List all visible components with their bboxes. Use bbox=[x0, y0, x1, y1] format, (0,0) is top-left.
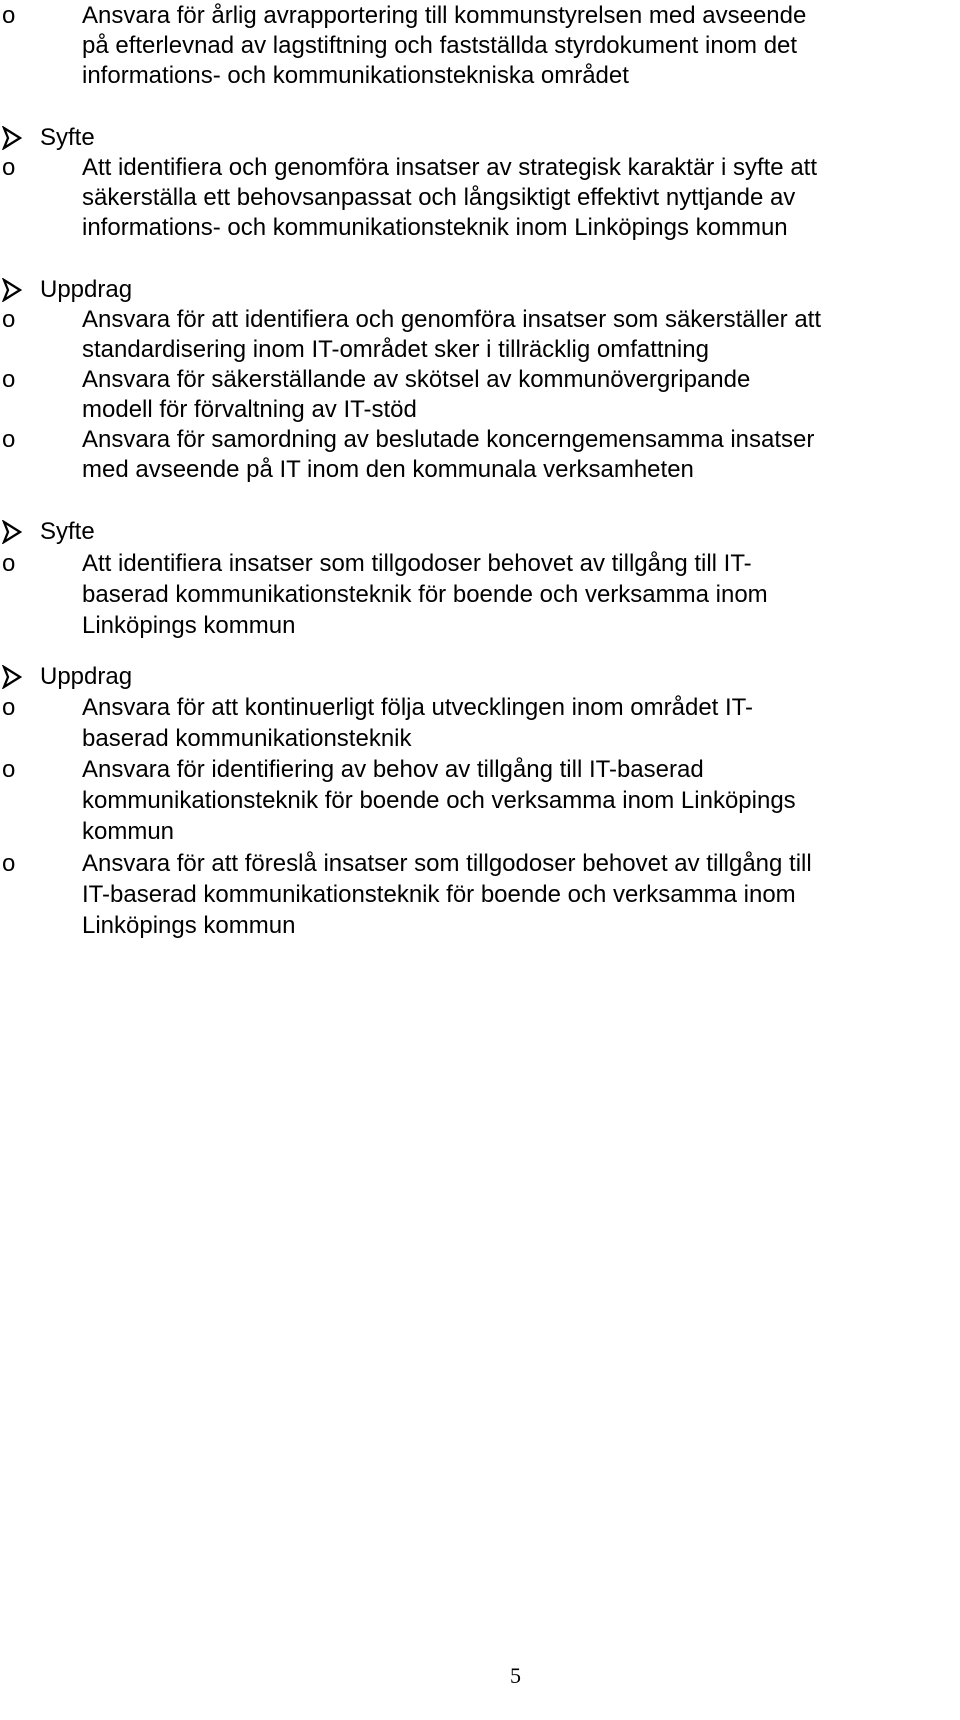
list-item-text: baserad kommunikationsteknik bbox=[82, 725, 412, 752]
list-bullet: o bbox=[2, 850, 16, 877]
arrowhead-bullet-icon bbox=[2, 126, 22, 150]
arrowhead-bullet-icon bbox=[2, 520, 22, 544]
section-heading-uppdrag: Uppdrag bbox=[40, 276, 133, 303]
list-item-text: kommun bbox=[82, 818, 175, 845]
list-item-text: Ansvara för identifiering av behov av tillgång till IT-baserad bbox=[82, 756, 704, 783]
list-item-text: med avseende på IT inom den kommunala verksamheten bbox=[82, 456, 694, 483]
list-item-text: Ansvara för samordning av beslutade koncerngemensamma insatser bbox=[82, 426, 815, 453]
list-item-text: informations- och kommunikationstekniska området bbox=[82, 62, 629, 89]
list-bullet: o bbox=[2, 694, 16, 721]
list-bullet: o bbox=[2, 154, 16, 181]
section-heading-syfte: Syfte bbox=[40, 124, 95, 151]
list-item-text: Ansvara för säkerställande av skötsel av kommunövergripande bbox=[82, 366, 751, 393]
list-item-text: säkerställa ett behovsanpassat och långsiktigt effektivt nyttjande av bbox=[82, 184, 796, 211]
list-item-text: Linköpings kommun bbox=[82, 612, 296, 639]
list-bullet: o bbox=[2, 756, 16, 783]
section-heading-uppdrag: Uppdrag bbox=[40, 663, 133, 690]
list-item-text: Ansvara för att kontinuerligt följa utvecklingen inom området IT- bbox=[82, 694, 753, 721]
list-bullet: o bbox=[2, 426, 16, 453]
list-item-text: modell för förvaltning av IT-stöd bbox=[82, 396, 417, 423]
list-bullet: o bbox=[2, 550, 16, 577]
list-item-text: på efterlevnad av lagstiftning och fastställda styrdokument inom det bbox=[82, 32, 798, 59]
list-item-text: Att identifiera insatser som tillgodoser behovet av tillgång till IT- bbox=[82, 550, 752, 577]
list-item-text: IT-baserad kommunikationsteknik för boende och verksamma inom bbox=[82, 881, 796, 908]
list-item-text: Linköpings kommun bbox=[82, 912, 296, 939]
list-bullet: o bbox=[2, 366, 16, 393]
list-item-text: Att identifiera och genomföra insatser av strategisk karaktär i syfte att bbox=[82, 154, 817, 181]
arrowhead-bullet-icon bbox=[2, 278, 22, 302]
arrowhead-bullet-icon bbox=[2, 665, 22, 689]
section-heading-syfte: Syfte bbox=[40, 518, 95, 545]
list-item-text: informations- och kommunikationsteknik inom Linköpings kommun bbox=[82, 214, 788, 241]
list-item-text: Ansvara för att föreslå insatser som tillgodoser behovet av tillgång till bbox=[82, 850, 812, 877]
list-item-text: standardisering inom IT-området sker i tillräcklig omfattning bbox=[82, 336, 709, 363]
list-item-text: Ansvara för att identifiera och genomföra insatser som säkerställer att bbox=[82, 306, 822, 333]
page-number: 5 bbox=[510, 1663, 521, 1688]
list-bullet: o bbox=[2, 306, 16, 333]
list-item-text: kommunikationsteknik för boende och verksamma inom Linköpings bbox=[82, 787, 796, 814]
list-bullet: o bbox=[2, 2, 16, 29]
list-item-text: baserad kommunikationsteknik för boende och verksamma inom bbox=[82, 581, 768, 608]
list-item-text: Ansvara för årlig avrapportering till kommunstyrelsen med avseende bbox=[82, 2, 807, 29]
